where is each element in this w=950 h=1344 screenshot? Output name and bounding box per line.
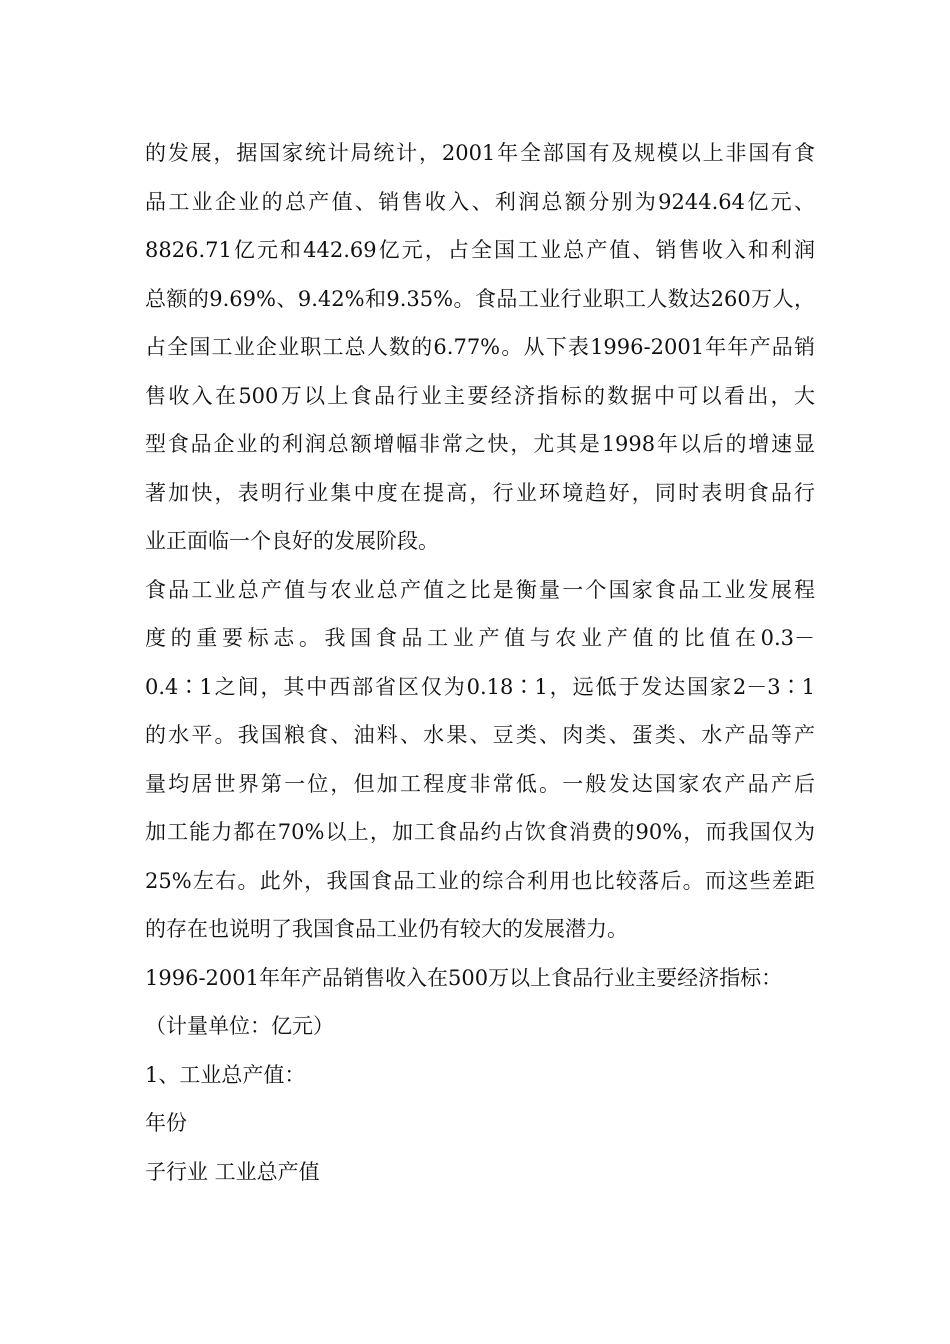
text-line: 量均居世界第一位，但加工程度非常低。一般发达国家农产品产后	[145, 771, 815, 796]
text-line: 总额的9.69%、9.42%和9.35%。食品工业行业职工人数达260万人，	[145, 286, 815, 311]
text-line: 食品工业总产值与农业总产值之比是衡量一个国家食品工业发展程	[145, 577, 815, 602]
unit-note: （计量单位：亿元）	[145, 1014, 334, 1038]
text-line: 型食品企业的利润总额增幅非常之快，尤其是1998年以后的增速显	[145, 432, 815, 456]
section-heading: 1、工业总产值：	[145, 1062, 306, 1087]
paragraph-food-industry-stats	[145, 129, 815, 566]
text-line: 的发展，据国家统计局统计，2001年全部国有及规模以上非国有食	[145, 141, 815, 165]
table-title: 1996-2001年年产品销售收入在500万以上食品行业主要经济指标：	[145, 965, 783, 990]
text-line: 的存在也说明了我国食品工业仍有较大的发展潜力。	[145, 917, 628, 941]
paragraph-industry-ratio	[145, 566, 815, 954]
text-line: 占全国工业企业职工总人数的6.77%。从下表1996-2001年年产品销	[145, 335, 815, 359]
text-line: 的水平。我国粮食、油料、水果、豆类、肉类、蛋类、水产品等产	[145, 723, 815, 747]
text-line: 加工能力都在70%以上，加工食品约占饮食消费的90%，而我国仅为	[145, 820, 815, 844]
text-line: 著加快，表明行业集中度在提高，行业环境趋好，同时表明食品行	[145, 480, 815, 505]
table-header-year: 年份	[145, 1111, 187, 1135]
document-body	[145, 129, 815, 1196]
text-line: 25%左右。此外，我国食品工业的综合利用也比较落后。而这些差距	[145, 868, 815, 893]
text-line: 品工业企业的总产值、销售收入、利润总额分别为9244.64亿元、	[145, 189, 815, 214]
text-line: 售收入在500万以上食品行业主要经济指标的数据中可以看出，大	[145, 383, 815, 408]
text-line: 8826.71亿元和442.69亿元，占全国工业总产值、销售收入和利润	[145, 238, 815, 262]
text-line: 度的重要标志。我国食品工业产值与农业产值的比值在0.3－	[145, 626, 815, 650]
text-line: 0.4∶1之间，其中西部省区仅为0.18∶1，远低于发达国家2－3∶1	[145, 674, 815, 699]
text-line: 业正面临一个良好的发展阶段。	[145, 529, 439, 553]
table-header-columns: 子行业 工业总产值	[145, 1159, 320, 1184]
